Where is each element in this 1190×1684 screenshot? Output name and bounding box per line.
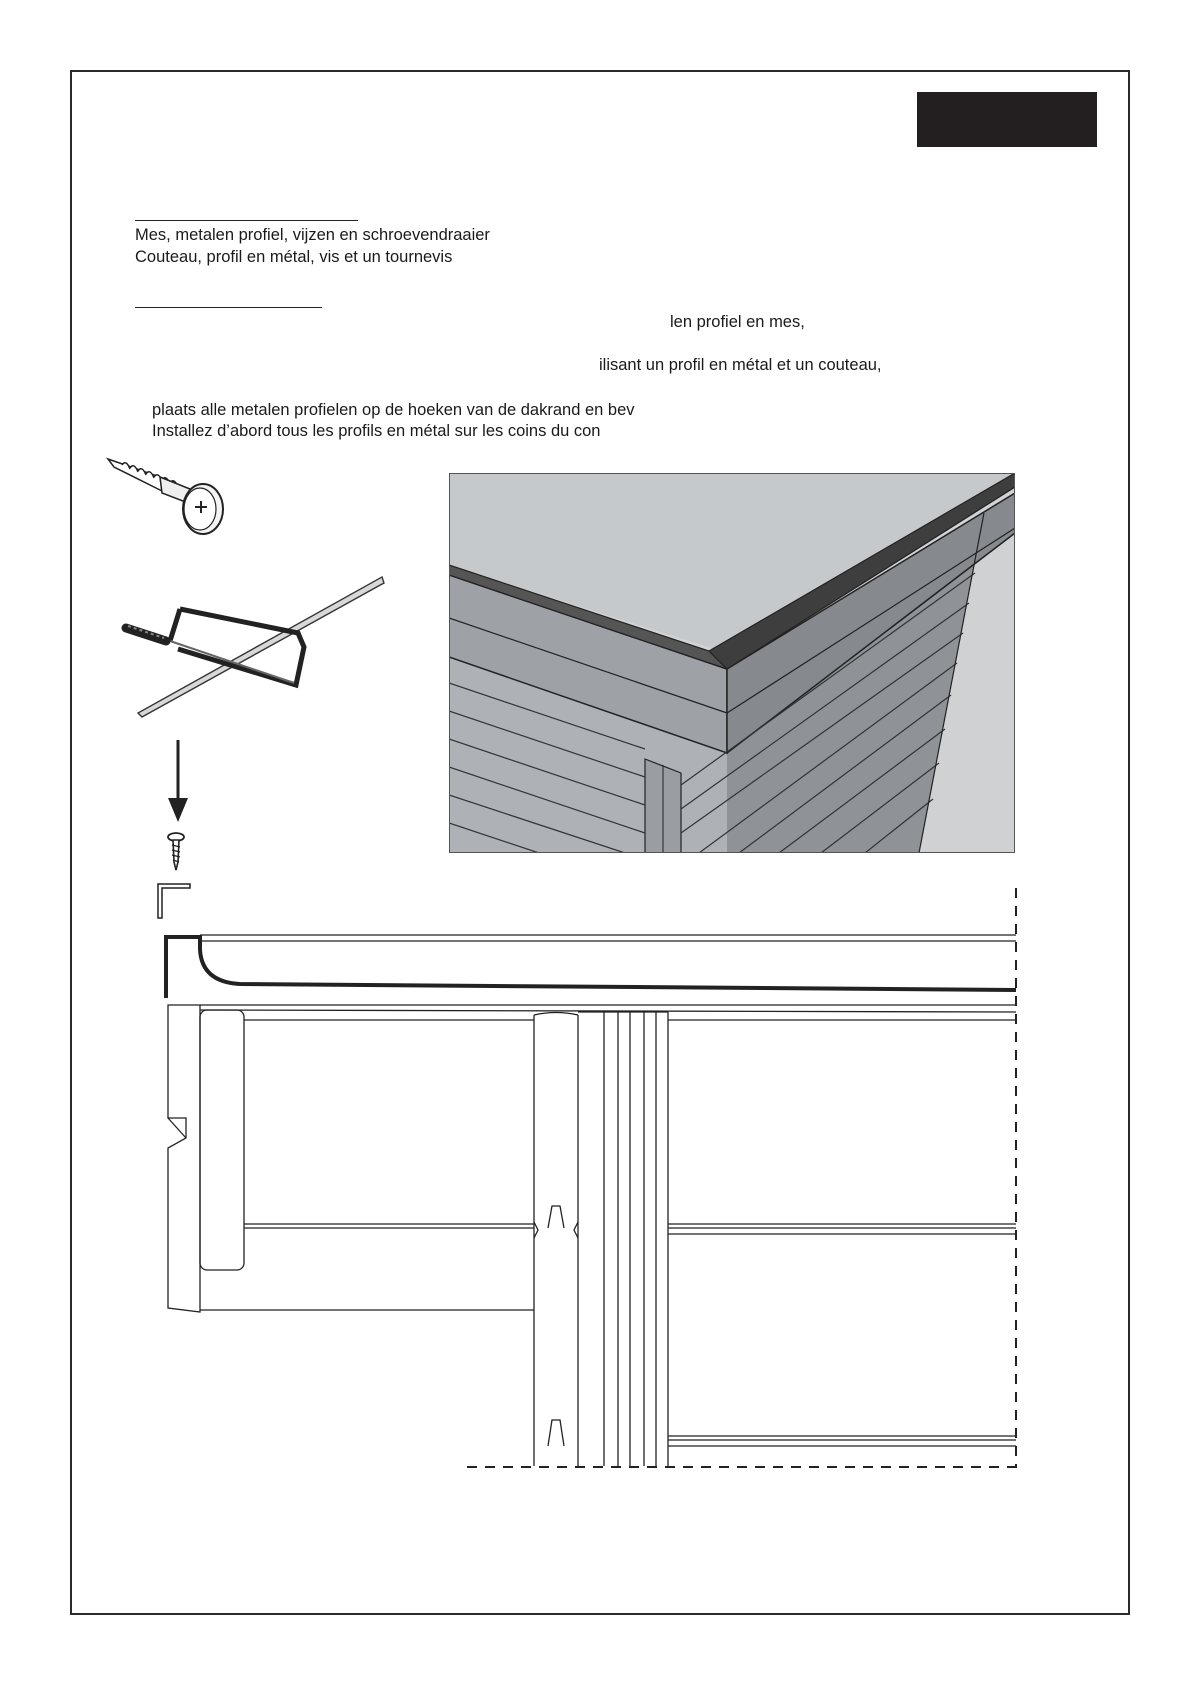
instruction-line2-fr: Installez d’abord tous les profils en métal sur les coins du con — [152, 422, 601, 440]
instruction-line2-nl: plaats alle metalen profielen op de hoeken van de dakrand en bev — [152, 401, 635, 419]
arrow-down-icon — [163, 740, 193, 825]
tools-heading-rule — [135, 220, 358, 221]
instruction-line1-nl: len profiel en mes, — [670, 313, 805, 331]
hacksaw-icon — [120, 575, 390, 735]
roof-corner-illustration — [449, 473, 1015, 853]
step-tab — [917, 92, 1097, 147]
small-screw-icon — [164, 832, 188, 872]
instructions-heading-rule — [135, 307, 322, 308]
tools-text-fr: Couteau, profil en métal, vis et un tournevis — [135, 248, 453, 266]
screw-icon — [100, 455, 230, 545]
instruction-line1-fr: ilisant un profil en métal et un couteau, — [599, 356, 882, 374]
tools-text-nl: Mes, metalen profiel, vijzen en schroevendraaier — [135, 226, 490, 244]
cross-section-drawing — [0, 880, 1190, 1480]
